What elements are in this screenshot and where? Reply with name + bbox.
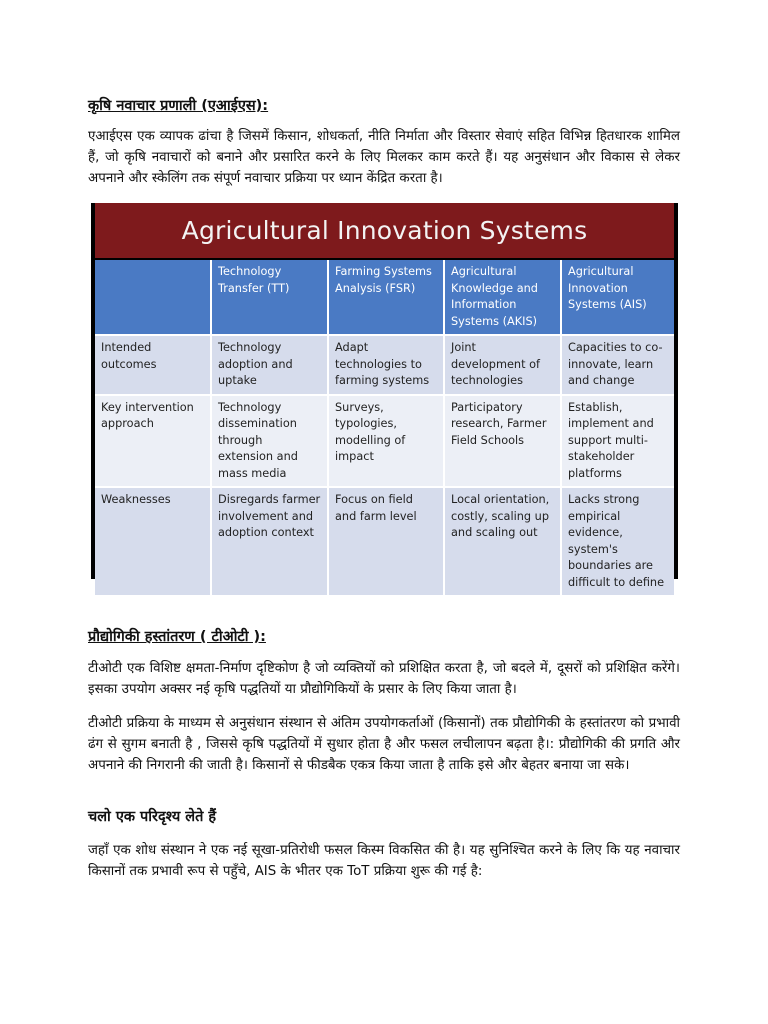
paragraph-ais: एआईएस एक व्यापक ढांचा है जिसमें किसान, शोधकर्ता, नीति निर्माता और विस्तार सेवाएं सहित विभिन्न हितधारक शामिल हैं, जो कृषि नवाचारों को बनाने और प्रसारित करने के लिए मिलकर काम करते हैं। यह अनुसंधान और विकास से लेकर अपनाने और स्केलिंग तक संपूर्ण नवाचार प्रक्रिया पर ध्यान केंद्रित करता है। — [88, 129, 680, 186]
table-row — [95, 395, 674, 488]
table-cell: Lacks strong empirical evidence, system's boundaries are difficult to define — [561, 487, 674, 596]
table-cell: Technology dissemination through extension and mass media — [211, 395, 328, 488]
table-cell: Establish, implement and support multi-stakeholder platforms — [561, 395, 674, 488]
row-label: Key intervention approach — [95, 395, 211, 488]
table-cell: Local orientation, costly, scaling up and scaling out — [444, 487, 561, 596]
table-cell: Joint development of technologies — [444, 335, 561, 395]
heading-scenario: चलो एक परिदृश्य लेते हैं — [88, 809, 217, 825]
row-label: Intended outcomes — [95, 335, 211, 395]
table-row — [95, 487, 674, 596]
ais-comparison-table — [95, 260, 674, 597]
table-cell: Focus on field and farm level — [328, 487, 444, 596]
header-cell-ais: Agricultural Innovation Systems (AIS) — [561, 260, 674, 335]
table-cell: Surveys, typologies, modelling of impact — [328, 395, 444, 488]
table-cell: Technology adoption and uptake — [211, 335, 328, 395]
heading-tot: प्रौद्योगिकी हस्तांतरण ( टीओटी ): — [88, 629, 266, 645]
table-cell: Adapt technologies to farming systems — [328, 335, 444, 395]
table-header-row — [95, 260, 674, 335]
paragraph-tot-2: टीओटी प्रक्रिया के माध्यम से अनुसंधान संस्थान से अंतिम उपयोगकर्ताओं (किसानों) तक प्रौद्योगिकी के हस्तांतरण को प्रभावी ढंग से सुगम बनाती है , जिससे कृषि पद्धतियों में सुधार होता है और फसल लचीलापन बढ़ता है।: प्रौद्योगिकी की प्रगति और अपनाने की निगरानी की जाती है। किसानों से फीडबैक एकत्र किया जाता है ताकि इसे और बेहतर बनाया जा सके। — [88, 716, 680, 773]
heading-ais: कृषि नवाचार प्रणाली (एआईएस): — [88, 98, 269, 114]
table-cell: Capacities to co-innovate, learn and change — [561, 335, 674, 395]
header-cell-fsr: Farming Systems Analysis (FSR) — [328, 260, 444, 335]
paragraph-tot-1: टीओटी एक विशिष्ट क्षमता-निर्माण दृष्टिकोण है जो व्यक्तियों को प्रशिक्षित करता है, जो बदले में, दूसरों को प्रशिक्षित करेंगे। इसका उपयोग अक्सर नई कृषि पद्धतियों या प्रौद्योगिकियों के प्रसार के लिए किया जाता है। — [88, 661, 680, 697]
row-label: Weaknesses — [95, 487, 211, 596]
header-cell-empty — [95, 260, 211, 335]
table-cell: Disregards farmer involvement and adoption context — [211, 487, 328, 596]
header-cell-akis: Agricultural Knowledge and Information Systems (AKIS) — [444, 260, 561, 335]
table-cell: Participatory research, Farmer Field Schools — [444, 395, 561, 488]
header-cell-tt: Technology Transfer (TT) — [211, 260, 328, 335]
ais-comparison-figure — [91, 203, 678, 589]
paragraph-scenario: जहाँ एक शोध संस्थान ने एक नई सूखा-प्रतिरोधी फसल किस्म विकसित की है। यह सुनिश्चित करने के लिए कि यह नवाचार किसानों तक प्रभावी रूप से पहुँचे, AIS के भीतर एक ToT प्रक्रिया शुरू की गई है: — [88, 843, 680, 879]
figure-title-banner: Agricultural Innovation Systems — [95, 203, 674, 258]
table-row — [95, 335, 674, 395]
